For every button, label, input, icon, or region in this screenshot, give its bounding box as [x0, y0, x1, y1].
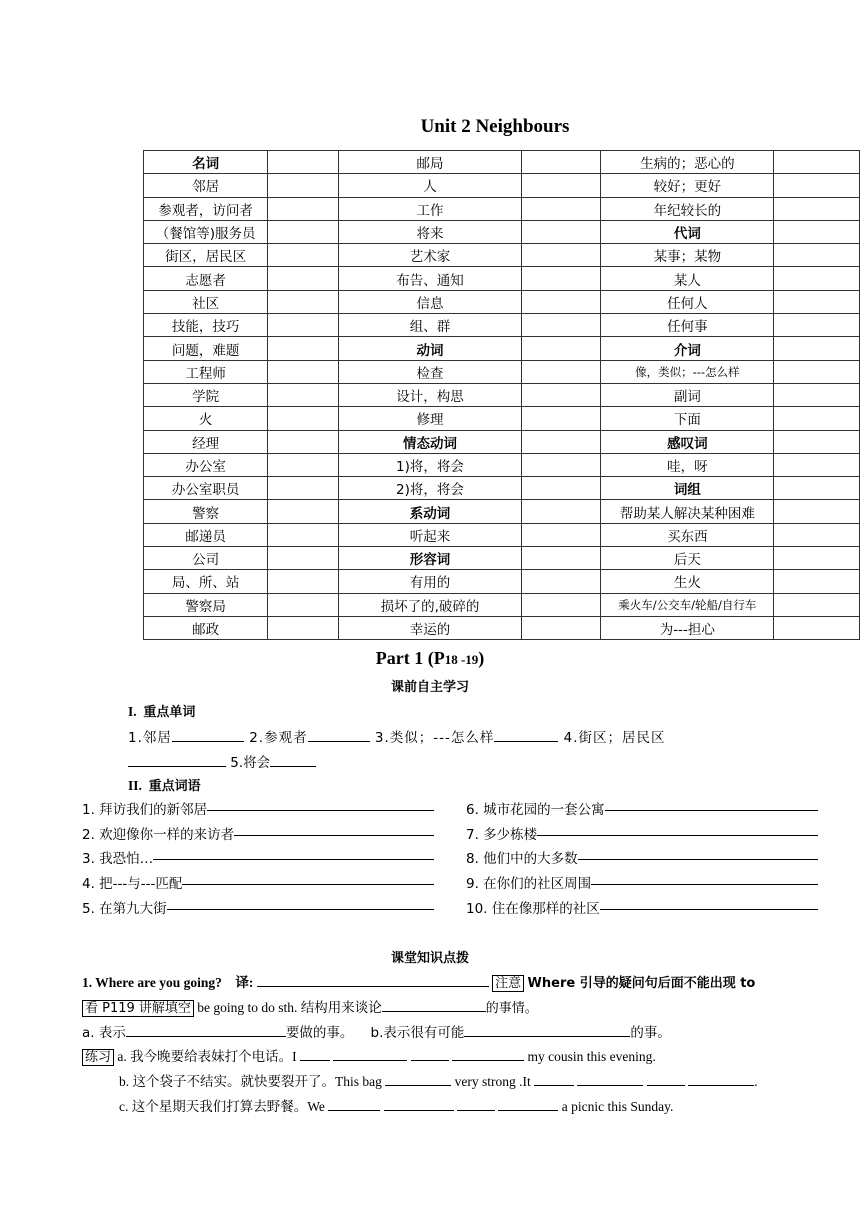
vocab-row [144, 407, 860, 430]
vocab-answer-cell[interactable] [268, 360, 339, 383]
vocab-answer-cell[interactable] [774, 616, 860, 639]
vocab-row [144, 174, 860, 197]
practice-a: 练习 a. 我今晚要给表妹打个电话。I my cousin this evening. [82, 1045, 656, 1065]
vocab-term-cell: 艺术家 [339, 244, 522, 267]
vocab-answer-cell[interactable] [774, 523, 860, 546]
vocab-term-cell: 公司 [144, 547, 268, 570]
pre-study-heading: 课前自主学习 [390, 680, 469, 695]
vocab-answer-cell[interactable] [521, 523, 600, 546]
phrase-item: 1. 拜访我们的新邻居 [82, 798, 434, 818]
vocab-term-cell: 下面 [601, 407, 774, 430]
blank-field[interactable] [605, 798, 818, 811]
phrase-item: 3. 我恐怕… [82, 847, 434, 867]
vocab-term-cell: 副词 [601, 383, 774, 406]
vocab-answer-cell[interactable] [521, 453, 600, 476]
vocab-answer-cell[interactable] [521, 174, 600, 197]
vocab-term-cell: 任何事 [601, 314, 774, 337]
vocab-answer-cell[interactable] [268, 174, 339, 197]
class-knowledge-heading: 课堂知识点拨 [390, 951, 469, 966]
vocab-term-cell: 损坏了的,破碎的 [339, 593, 522, 616]
vocab-term-cell: 有用的 [339, 570, 522, 593]
blank-field[interactable] [382, 999, 486, 1012]
practice-b: b. 这个袋子不结实。就快要裂开了。This bag very strong .It . [119, 1074, 758, 1089]
vocab-answer-cell[interactable] [774, 337, 860, 360]
vocab-answer-cell[interactable] [521, 220, 600, 243]
vocab-answer-cell[interactable] [268, 197, 339, 220]
blank-field[interactable] [167, 897, 434, 910]
page-title: Unit 2 Neighbours [420, 116, 570, 137]
blank-field[interactable] [308, 729, 370, 742]
blank-field[interactable] [498, 1098, 558, 1111]
vocab-term-cell: 修理 [339, 407, 522, 430]
vocab-row [144, 244, 860, 267]
vocab-term-cell: 任何人 [601, 290, 774, 313]
vocab-term-cell: 工作 [339, 197, 522, 220]
vocab-term-cell: 情态动词 [339, 430, 522, 453]
vocab-term-cell: 生火 [601, 570, 774, 593]
vocab-term-cell: 信息 [339, 290, 522, 313]
blank-field[interactable] [494, 729, 558, 742]
vocab-answer-cell[interactable] [268, 290, 339, 313]
vocab-term-cell: 形容词 [339, 547, 522, 570]
vocab-answer-cell[interactable] [268, 383, 339, 406]
vocab-term-cell: 名词 [144, 151, 268, 174]
vocab-answer-cell[interactable] [521, 383, 600, 406]
vocab-row [144, 570, 860, 593]
vocab-answer-cell[interactable] [521, 616, 600, 639]
blank-field[interactable] [270, 754, 316, 767]
blank-field[interactable] [300, 1048, 330, 1061]
vocab-term-cell: 词组 [601, 477, 774, 500]
vocab-term-cell: 幸运的 [339, 616, 522, 639]
blank-field[interactable] [207, 798, 434, 811]
vocab-answer-cell[interactable] [268, 453, 339, 476]
words-line-2: 5.将会 [128, 751, 316, 771]
blank-field[interactable] [452, 1048, 524, 1061]
blank-field[interactable] [182, 872, 434, 885]
vocab-answer-cell[interactable] [774, 547, 860, 570]
vocab-answer-cell[interactable] [268, 500, 339, 523]
vocab-term-cell: 后天 [601, 547, 774, 570]
vocab-answer-cell[interactable] [268, 616, 339, 639]
words-line-1: 1.邻居 2.参观者 3.类似；---怎么样 4.街区；居民区 [128, 730, 666, 746]
vocab-answer-cell[interactable] [774, 174, 860, 197]
vocab-term-cell: 办公室职员 [144, 477, 268, 500]
phrase-item: 8. 他们中的大多数 [466, 847, 818, 867]
vocab-term-cell: 经理 [144, 430, 268, 453]
vocab-row [144, 151, 860, 174]
vocab-term-cell: 代词 [601, 220, 774, 243]
vocab-answer-cell[interactable] [774, 453, 860, 476]
vocab-term-cell: 介词 [601, 337, 774, 360]
vocab-answer-cell[interactable] [521, 430, 600, 453]
vocab-row [144, 523, 860, 546]
vocab-term-cell: 哇，呀 [601, 453, 774, 476]
vocab-row [144, 593, 860, 616]
vocab-term-cell: 某事；某物 [601, 244, 774, 267]
practice-box: 练习 [82, 1049, 114, 1066]
vocab-answer-cell[interactable] [521, 593, 600, 616]
vocab-answer-cell[interactable] [774, 267, 860, 290]
vocab-answer-cell[interactable] [774, 407, 860, 430]
vocab-row [144, 337, 860, 360]
vocab-term-cell: 布告、通知 [339, 267, 522, 290]
vocab-answer-cell[interactable] [268, 593, 339, 616]
vocab-term-cell: 动词 [339, 337, 522, 360]
vocab-term-cell: 志愿者 [144, 267, 268, 290]
vocab-term-cell: 邻居 [144, 174, 268, 197]
vocab-answer-cell[interactable] [521, 197, 600, 220]
vocab-answer-cell[interactable] [774, 570, 860, 593]
blank-field[interactable] [591, 872, 818, 885]
blank-field[interactable] [600, 897, 818, 910]
vocab-answer-cell[interactable] [268, 407, 339, 430]
vocab-answer-cell[interactable] [521, 477, 600, 500]
vocab-answer-cell[interactable] [268, 570, 339, 593]
blank-field[interactable] [333, 1048, 407, 1061]
phrase-item: 2. 欢迎像你一样的来访者 [82, 823, 434, 843]
vocab-answer-cell[interactable] [521, 547, 600, 570]
vocab-answer-cell[interactable] [774, 477, 860, 500]
vocab-answer-cell[interactable] [521, 570, 600, 593]
vocab-row [144, 430, 860, 453]
vocab-answer-cell[interactable] [521, 244, 600, 267]
vocab-answer-cell[interactable] [774, 290, 860, 313]
vocab-term-cell: 像，类似；---怎么样 [601, 360, 774, 383]
section-i-heading: I. 重点单词 [128, 704, 196, 720]
vocab-answer-cell[interactable] [268, 151, 339, 174]
vocab-row [144, 616, 860, 639]
question-1-line-3: a. 表示 要做的事。 b.表示很有可能 的事。 [82, 1025, 671, 1041]
vocab-term-cell: 组、群 [339, 314, 522, 337]
vocab-term-cell: 街区，居民区 [144, 244, 268, 267]
vocab-answer-cell[interactable] [774, 500, 860, 523]
blank-field[interactable] [126, 1024, 286, 1037]
blank-field[interactable] [578, 847, 818, 860]
vocab-answer-cell[interactable] [521, 314, 600, 337]
blank-field[interactable] [234, 823, 434, 836]
part1-heading: Part 1 (P18 -19) [375, 648, 485, 668]
question-1-line-2: 看 P119 讲解填空 be going to do sth. 结构用来谈论 的事情。 [82, 996, 538, 1016]
vocab-term-cell: 警察局 [144, 593, 268, 616]
see-page-box: 看 P119 讲解填空 [82, 1000, 194, 1017]
vocab-answer-cell[interactable] [521, 267, 600, 290]
vocab-row [144, 290, 860, 313]
vocab-term-cell: 年纪较长的 [601, 197, 774, 220]
vocab-term-cell: 社区 [144, 290, 268, 313]
vocab-row [144, 453, 860, 476]
vocab-answer-cell[interactable] [268, 523, 339, 546]
vocab-row [144, 500, 860, 523]
vocab-row [144, 314, 860, 337]
vocab-answer-cell[interactable] [774, 197, 860, 220]
vocab-answer-cell[interactable] [521, 151, 600, 174]
vocab-row [144, 197, 860, 220]
vocab-term-cell: 邮局 [339, 151, 522, 174]
vocab-term-cell: 邮递员 [144, 523, 268, 546]
blank-field[interactable] [464, 1024, 630, 1037]
practice-c: c. 这个星期天我们打算去野餐。We a picnic this Sunday. [119, 1099, 674, 1114]
vocab-term-cell: 帮助某人解决某种困难 [601, 500, 774, 523]
blank-field[interactable] [153, 847, 434, 860]
blank-field[interactable] [172, 729, 244, 742]
blank-field[interactable] [537, 823, 818, 836]
vocab-answer-cell[interactable] [774, 220, 860, 243]
vocab-row [144, 383, 860, 406]
vocab-term-cell: 2)将，将会 [339, 477, 522, 500]
vocab-answer-cell[interactable] [268, 220, 339, 243]
vocab-term-cell: 听起来 [339, 523, 522, 546]
vocab-term-cell: 检查 [339, 360, 522, 383]
phrase-item: 9. 在你们的社区周围 [466, 872, 818, 892]
phrase-item: 10. 住在像那样的社区 [466, 897, 818, 917]
vocab-row [144, 360, 860, 383]
vocab-term-cell: （餐馆等)服务员 [144, 220, 268, 243]
vocab-answer-cell[interactable] [268, 244, 339, 267]
vocab-term-cell: 买东西 [601, 523, 774, 546]
vocab-term-cell: 办公室 [144, 453, 268, 476]
vocab-answer-cell[interactable] [774, 151, 860, 174]
vocab-term-cell: 某人 [601, 267, 774, 290]
blank-field[interactable] [128, 754, 226, 767]
vocab-term-cell: 火 [144, 407, 268, 430]
vocab-answer-cell[interactable] [774, 430, 860, 453]
vocab-row [144, 220, 860, 243]
phrase-item: 5. 在第九大街 [82, 897, 434, 917]
vocab-term-cell: 1)将，将会 [339, 453, 522, 476]
vocab-answer-cell[interactable] [774, 314, 860, 337]
vocab-term-cell: 感叹词 [601, 430, 774, 453]
vocab-answer-cell[interactable] [268, 337, 339, 360]
blank-field[interactable] [688, 1073, 754, 1086]
vocab-answer-cell[interactable] [268, 314, 339, 337]
vocab-answer-cell[interactable] [268, 477, 339, 500]
note-box: 注意 [492, 975, 524, 992]
vocab-row [144, 477, 860, 500]
vocab-answer-cell[interactable] [268, 430, 339, 453]
vocab-term-cell: 工程师 [144, 360, 268, 383]
vocab-term-cell: 系动词 [339, 500, 522, 523]
translate-blank[interactable] [257, 974, 489, 987]
vocab-answer-cell[interactable] [521, 290, 600, 313]
blank-field[interactable] [411, 1048, 449, 1061]
vocab-answer-cell[interactable] [268, 547, 339, 570]
section-ii-heading: II. 重点词语 [128, 778, 201, 794]
blank-field[interactable] [384, 1098, 454, 1111]
blank-field[interactable] [385, 1073, 451, 1086]
blank-field[interactable] [457, 1098, 495, 1111]
vocab-answer-cell[interactable] [774, 244, 860, 267]
vocab-term-cell: 较好；更好 [601, 174, 774, 197]
vocab-answer-cell[interactable] [521, 407, 600, 430]
phrase-item: 7. 多少栋楼 [466, 823, 818, 843]
blank-field[interactable] [577, 1073, 643, 1086]
blank-field[interactable] [534, 1073, 574, 1086]
vocab-answer-cell[interactable] [774, 383, 860, 406]
phrase-item: 6. 城市花园的一套公寓 [466, 798, 818, 818]
vocab-answer-cell[interactable] [521, 337, 600, 360]
vocab-term-cell: 生病的；恶心的 [601, 151, 774, 174]
vocab-answer-cell[interactable] [268, 267, 339, 290]
vocab-answer-cell[interactable] [774, 593, 860, 616]
vocab-row [144, 547, 860, 570]
vocab-term-cell: 学院 [144, 383, 268, 406]
vocab-answer-cell[interactable] [521, 500, 600, 523]
phrase-item: 4. 把---与---匹配 [82, 872, 434, 892]
vocab-row [144, 267, 860, 290]
vocab-term-cell: 将来 [339, 220, 522, 243]
vocab-term-cell: 设计，构思 [339, 383, 522, 406]
vocabulary-table [143, 150, 860, 640]
vocab-term-cell: 警察 [144, 500, 268, 523]
vocab-answer-cell[interactable] [521, 360, 600, 383]
blank-field[interactable] [647, 1073, 685, 1086]
vocab-term-cell: 为---担心 [601, 616, 774, 639]
vocab-term-cell: 问题，难题 [144, 337, 268, 360]
vocab-term-cell: 邮政 [144, 616, 268, 639]
question-1: 1. Where are you going? 译: 注意 Where 引导的疑问句后面不能出现 to [82, 975, 756, 991]
vocab-term-cell: 技能，技巧 [144, 314, 268, 337]
vocab-term-cell: 乘火车/公交车/轮船/自行车 [601, 593, 774, 616]
vocab-term-cell: 参观者，访问者 [144, 197, 268, 220]
vocab-term-cell: 人 [339, 174, 522, 197]
blank-field[interactable] [328, 1098, 380, 1111]
vocab-answer-cell[interactable] [774, 360, 860, 383]
vocab-term-cell: 局、所、站 [144, 570, 268, 593]
